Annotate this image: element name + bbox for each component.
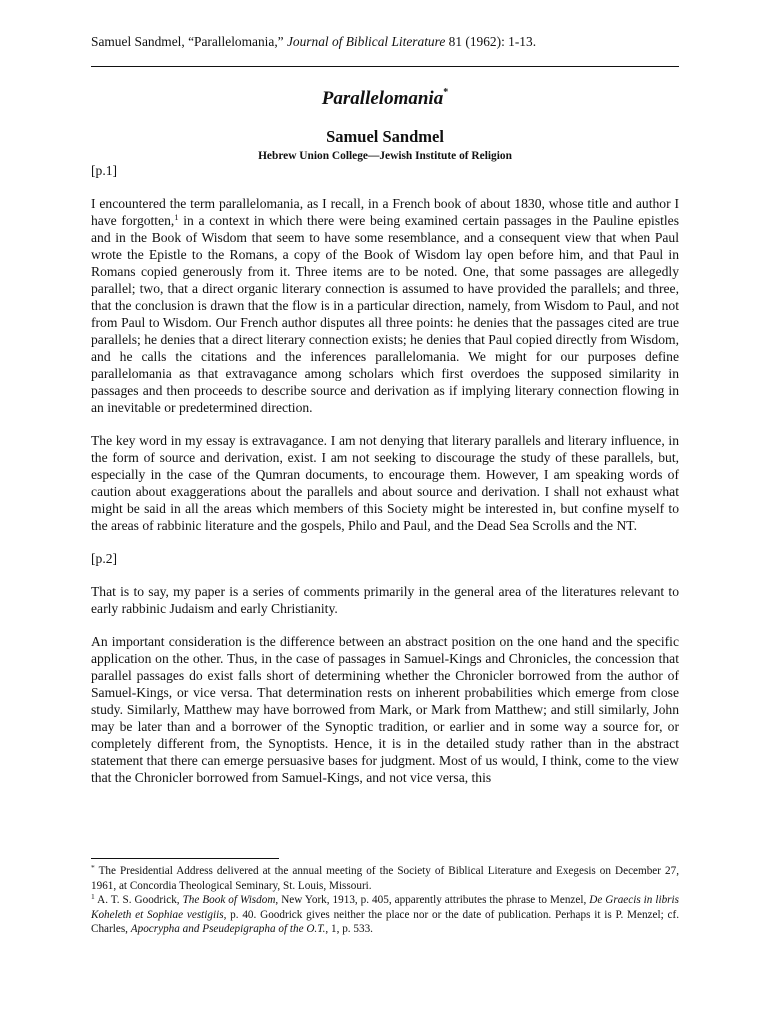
footnote-1-text-g: , 1, p. 533. — [325, 923, 373, 935]
footnote-1-charles-title: Apocrypha and Pseudepigrapha of the O.T. — [130, 923, 326, 935]
footnote-1-text-a: A. T. S. Goodrick, — [94, 894, 183, 906]
paragraph-3: That is to say, my paper is a series of comments primarily in the general area of the literatures relevant to early rabbinic Judaism and early Christianity. — [91, 584, 679, 616]
article-title — [91, 87, 679, 111]
author-name: Samuel Sandmel — [326, 127, 444, 146]
paragraph-2: The key word in my essay is extravagance. I am not denying that literary parallels and literary influence, in the form of source and derivation, exist. I am not seeking to discourage the study of these parallels, but, especially in the case of the Qumran documents, to encourage them. However, I am speaking words of caution about exaggerations about the parallels and about source and derivation. I shall not exhaust what might be said in all the areas which members of this Society might be interested in, but confine myself to the areas of rabbinic literature and the gospels, Philo and Paul, and the Dead Sea Scrolls and the NT. — [91, 433, 679, 533]
footnote-1-latin-title: De Graecis in libris Koheleth et Sophiae vestigiis — [91, 894, 679, 921]
footnote-star — [91, 864, 679, 893]
footnote-ref-1[interactable]: 1 — [174, 212, 179, 222]
author-affiliation: Hebrew Union College—Jewish Institute of Religion — [258, 150, 512, 162]
page-marker-1: [p.1] — [91, 163, 118, 178]
paragraph-4: An important consideration is the difference between an abstract position on the one hand and the specific application on the other. Thus, in the case of passages in Samuel-Kings and Chronicles, the concession that parallel passages do exist falls short of determining whether the Chronicler borrowed from the author of Samuel-Kings, or vice versa. That determination rests on inherent probabilities which emerge from close study. Similarly, Matthew may have borrowed from Mark, or Mark from Matthew; and still similarly, John may be later than and a borrower of the Synoptic tradition, or earlier and in some way a source for, or completely different from, the Synoptists. Hence, it is in the detailed study rather than in the abstract statement that there can emerge persuasive bases for judgment. Most of us would, I think, come to the view that the Chronicler borrowed from Samuel-Kings, and not vice versa, this — [91, 634, 679, 785]
footnote-star-mark: * — [91, 863, 95, 872]
footnote-1-mark: 1 — [91, 892, 95, 901]
article-body — [91, 162, 679, 802]
footnote-star-text: The Presidential Address delivered at the annual meeting of the Society of Biblical Literature and Exegesis on December 27, 1961, at Concordia Theological Seminary, St. Louis, Missouri. — [91, 865, 679, 892]
title-footnote-mark[interactable]: * — [443, 87, 449, 98]
paragraph-1-text-b: in a context in which there were being examined certain passages in the Pauline epistles and in the Book of Wisdom that seem to have some resemblance, and a consequent view that when Paul wrote the Epistle to the Romans, a copy of the Book of Wisdom lay open before him, and that Paul in Romans copied generously from it. Three items are to be noted. One, that some passages are allegedly parallel; two, that a direct organic literary connection is assumed to have provided the parallels; and three, that the conclusion is drawn that the flow is in a particular direction, namely, from Wisdom to Paul, and not from Paul to Wisdom. Our French author disputes all three points: he denies that the passages cited are true parallels; he denies that a direct literary connection exists; he denies that Paul copied directly from Wisdom, and he calls the citations and the inferences parallelomania. We might for our purposes define parallelomania as that extravagance among scholars which first overdoes the supposed similarity in passages and then proceeds to describe source and derivation as if implying literary connection flowing in an inevitable or predetermined direction. — [91, 213, 679, 415]
header-citation-rest: 81 (1962): 1-13. — [445, 34, 537, 49]
footnote-1-text-c: , New York, 1913, p. 405, apparently attributes the phrase to Menzel, — [275, 894, 590, 906]
header-journal-title: Journal of Biblical Literature — [286, 34, 446, 49]
footnote-1 — [91, 893, 679, 937]
article-title-text: Parallelomania — [321, 88, 444, 109]
page-marker-2: [p.2] — [91, 551, 118, 566]
paragraph-1 — [91, 195, 679, 416]
header-citation-author: Samuel Sandmel, “Parallelomania,” — [91, 34, 287, 49]
footnote-1-book-title: The Book of Wisdom — [182, 894, 276, 906]
header-divider — [91, 66, 679, 67]
footnotes — [91, 864, 679, 937]
running-header — [91, 34, 679, 50]
footnote-1-text-e: , p. 40. Goodrick gives neither the place nor or the date of publication. Perhaps it is P. Menzel; cf. Charles, — [91, 908, 679, 935]
paragraph-1-text-a: I encountered the term parallelomania, as I recall, in a French book of about 1830, whose title and author I have forgotten, — [91, 196, 679, 228]
footnote-divider — [91, 858, 279, 859]
